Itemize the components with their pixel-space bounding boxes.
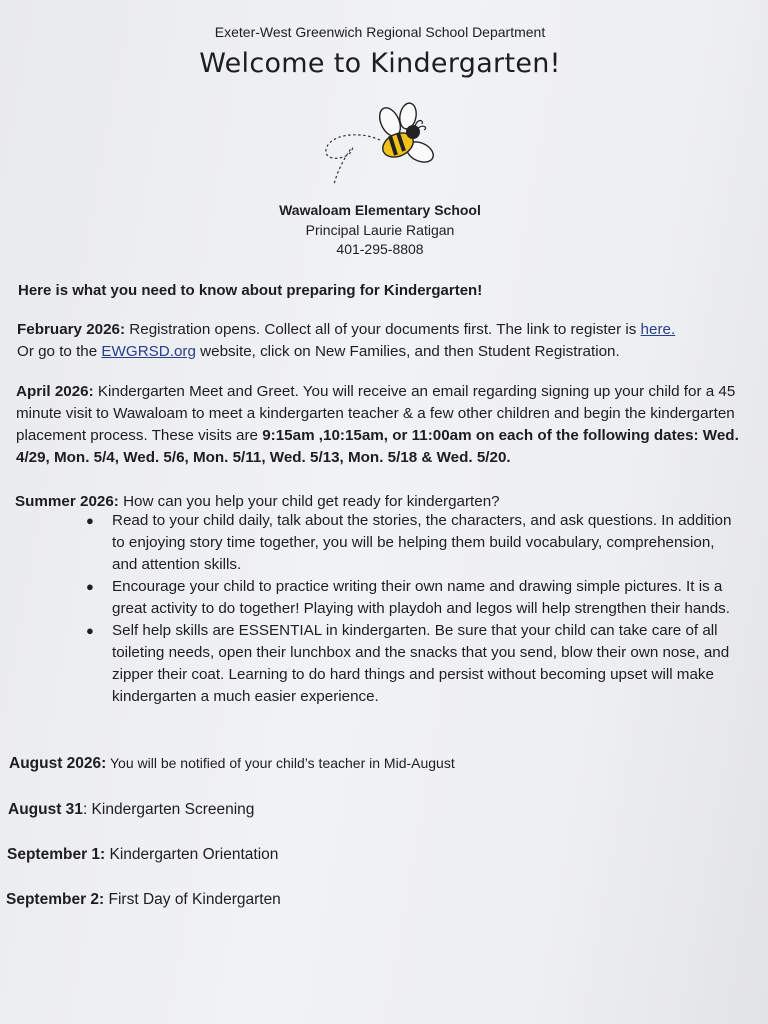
february-text-3: website, click on New Families, and then Student Registration.	[195, 343, 620, 360]
screening-event	[8, 801, 254, 819]
list-item	[84, 620, 734, 708]
page-title: Welcome to Kindergarten!	[199, 48, 561, 79]
tip-text: Self help skills are ESSENTIAL in kindergarten. Be sure that your child can take care of all toileting needs, open their lunchbox and the snacks that you send, blow their own nose, and zipper their coat. Learning to do hard things and persist without becoming upset will make kindergarten a much easier experience.	[112, 622, 730, 705]
sep2-text: First Day of Kindergarten	[104, 891, 281, 908]
sep2-label: September 2:	[6, 891, 105, 908]
tip-text: Read to your child daily, talk about the stories, the characters, and ask questions. In addition to enjoying story time together, you will be helping them build vocabulary, comprehension, and attention skills.	[112, 512, 732, 573]
list-item	[84, 510, 734, 576]
august-text: You will be notified of your child’s teacher in Mid-August	[106, 755, 455, 771]
february-section	[17, 319, 752, 363]
aug31-text: : Kindergarten Screening	[82, 801, 255, 818]
intro-heading: Here is what you need to know about preparing for Kindergarten!	[18, 282, 483, 299]
february-text-2: Or go to the	[17, 343, 102, 360]
summer-text: How can you help your child get ready for kindergarten?	[118, 493, 500, 510]
april-times: 9:15am ,10:15am, or 11:00am on each of the following dates: Wed. 4/29, Mon. 5/4, Wed. 5/6, Mon. 5/11, Wed. 5/13, Mon. 5/18 & Wed. 5/20.	[16, 427, 739, 466]
sep1-label: September 1:	[7, 846, 106, 863]
aug31-label: August 31	[8, 801, 83, 818]
april-label: April 2026:	[16, 383, 94, 400]
school-name: Wawaloam Elementary School	[279, 202, 481, 218]
summer-label: Summer 2026:	[15, 493, 119, 510]
sep1-text: Kindergarten Orientation	[105, 846, 279, 863]
bee-icon	[318, 100, 440, 190]
august-label: August 2026:	[9, 755, 107, 772]
list-item	[84, 576, 734, 620]
april-section	[16, 381, 756, 469]
register-link[interactable]: here.	[640, 321, 676, 338]
bullet-icon: ●	[86, 579, 94, 594]
phone-number: 401-295-8808	[336, 241, 424, 257]
summer-tips-list	[84, 510, 734, 708]
february-label: February 2026:	[17, 321, 126, 338]
ewgrsd-link[interactable]: EWGRSD.org	[101, 343, 196, 360]
principal-name: Principal Laurie Ratigan	[305, 222, 455, 238]
department-name: Exeter-West Greenwich Regional School Department	[214, 24, 546, 40]
bullet-icon: ●	[86, 513, 94, 528]
april-text: Kindergarten Meet and Greet. You will receive an email regarding signing up your child for a 45 minute visit to Wawaloam to meet a kindergarten teacher & a few other children and begin the kindergarten placement process. These visits are	[16, 383, 736, 444]
tip-text: Encourage your child to practice writing their own name and drawing simple pictures. It is a great activity to do together! Playing with playdoh and legos will help strengthen their hands.	[112, 578, 731, 617]
august-event	[9, 755, 455, 773]
first-day-event	[6, 891, 281, 909]
orientation-event	[7, 846, 278, 864]
february-text: Registration opens. Collect all of your documents first. The link to register is	[125, 321, 641, 338]
bullet-icon: ●	[86, 623, 94, 638]
